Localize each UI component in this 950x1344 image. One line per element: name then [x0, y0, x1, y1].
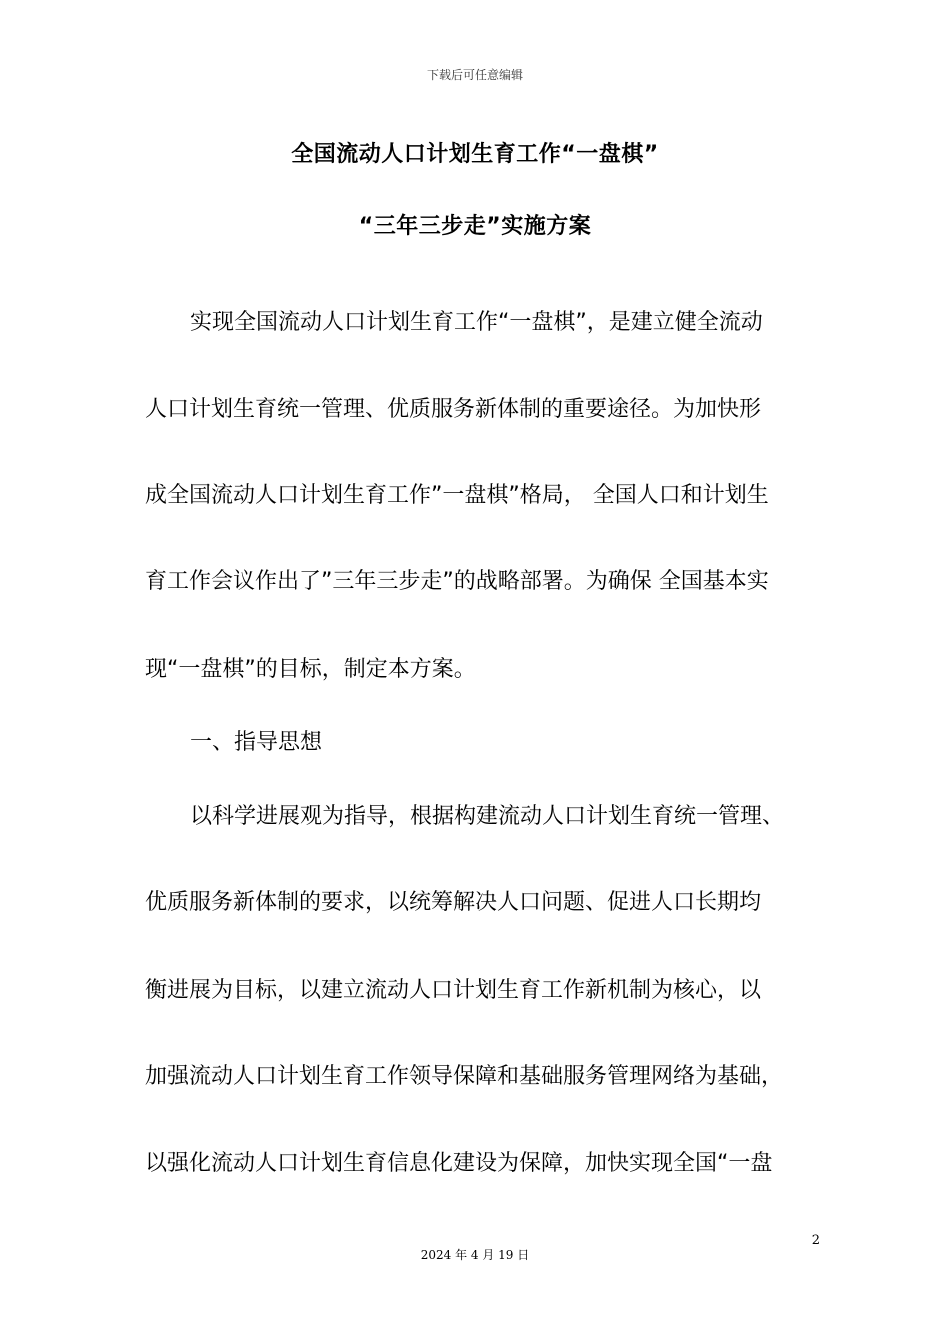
- paragraph-line: 育工作会议作出了”三年三步走”的战略部署。为确保 全国基本实: [145, 569, 769, 594]
- paragraph-line: 成全国流动人口计划生育工作”一盘棋”格局， 全国人口和计划生: [145, 483, 769, 508]
- paragraph-line: 衡进展为目标，以建立流动人口计划生育工作新机制为核心，以: [145, 978, 762, 1003]
- paragraph-line: 以科学进展观为指导，根据构建流动人口计划生育统一管理、: [190, 804, 785, 829]
- page-number: 2: [811, 1233, 820, 1248]
- section-heading: 一、指导思想: [190, 730, 323, 755]
- paragraph-line: 以强化流动人口计划生育信息化建设为保障，加快实现全国“一盘: [145, 1151, 773, 1176]
- paragraph-line: 现“一盘棋”的目标，制定本方案。: [145, 657, 476, 682]
- header-note: 下载后可任意编辑: [426, 68, 523, 82]
- paragraph-line: 优质服务新体制的要求，以统筹解决人口问题、促进人口长期均: [145, 890, 762, 915]
- paragraph-line: 实现全国流动人口计划生育工作“一盘棋”，是建立健全流动: [190, 310, 763, 335]
- paragraph-line: 人口计划生育统一管理、优质服务新体制的重要途径。为加快形: [145, 397, 762, 422]
- document-title-line-1: 全国流动人口计划生育工作“一盘棋”: [291, 142, 659, 167]
- footer-date: 2024 年 4 月 19 日: [420, 1248, 530, 1262]
- document-title-line-2: “三年三步走”实施方案: [358, 214, 592, 239]
- paragraph-line: 加强流动人口计划生育工作领导保障和基础服务管理网络为基础，: [145, 1064, 784, 1089]
